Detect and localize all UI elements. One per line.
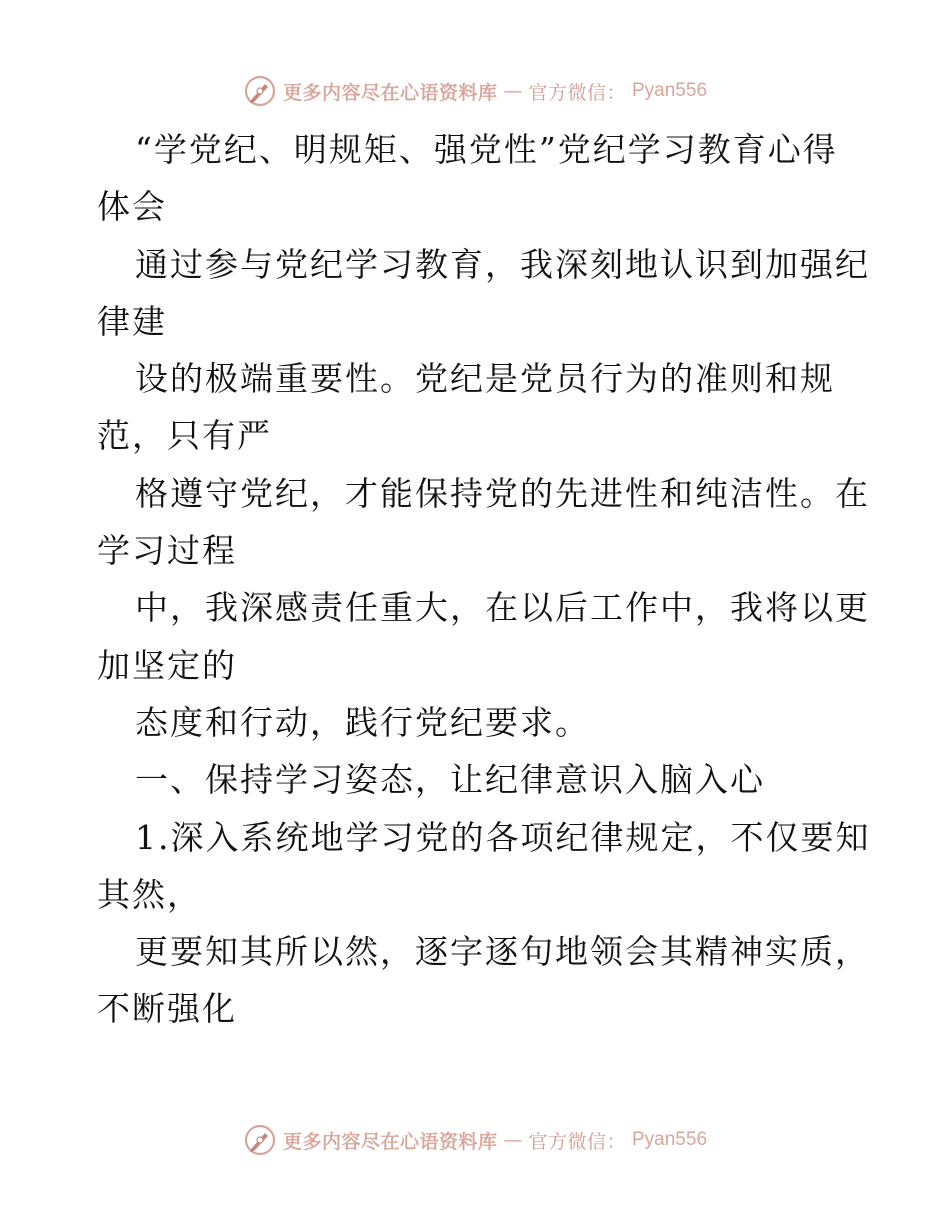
text-line: 中，我深感责任重大，在以后工作中，我将以更 <box>135 588 870 628</box>
text-line: 更要知其所以然，逐字逐句地领会其精神实质， <box>135 932 870 972</box>
watermark-contact-label: 官方微信： <box>528 81 626 104</box>
document-body <box>97 121 871 1038</box>
watermark-contact-label: 官方微信： <box>528 1130 626 1153</box>
text-line: 格遵守党纪，才能保持党的先进性和纯洁性。在 <box>135 473 870 513</box>
pen-logo-icon <box>243 74 277 108</box>
text-line: 学习过程 <box>97 531 237 571</box>
text-line: 其然， <box>97 874 202 914</box>
text-line: 设的极端重要性。党纪是党员行为的准则和规 <box>135 359 835 399</box>
watermark-dash: — <box>503 80 523 102</box>
text-line: 通过参与党纪学习教育，我深刻地认识到加强纪 <box>135 244 870 284</box>
text-line: 律建 <box>97 301 167 341</box>
watermark-dash: — <box>503 1129 523 1151</box>
text-line: 1.深入系统地学习党的各项纪律规定，不仅要知 <box>135 817 871 857</box>
watermark-wechat-id: Pyan556 <box>632 1129 708 1150</box>
header-watermark <box>0 71 950 111</box>
text-line: 加坚定的 <box>97 645 237 685</box>
text-line: 态度和行动，践行党纪要求。 <box>135 702 590 742</box>
text-line: 范，只有严 <box>97 416 272 456</box>
footer-watermark <box>0 1120 950 1160</box>
text-line: 不断强化 <box>97 989 237 1029</box>
text-line: “学党纪、明规矩、强党性”党纪学习教育心得 <box>135 130 838 169</box>
watermark-text: 更多内容尽在心语资料库 <box>282 1130 498 1153</box>
text-line: 一、保持学习姿态，让纪律意识入脑入心 <box>135 760 765 800</box>
pen-logo-icon <box>243 1123 277 1157</box>
text-line: 体会 <box>97 187 167 227</box>
watermark-text: 更多内容尽在心语资料库 <box>282 81 498 104</box>
watermark-wechat-id: Pyan556 <box>632 80 708 101</box>
